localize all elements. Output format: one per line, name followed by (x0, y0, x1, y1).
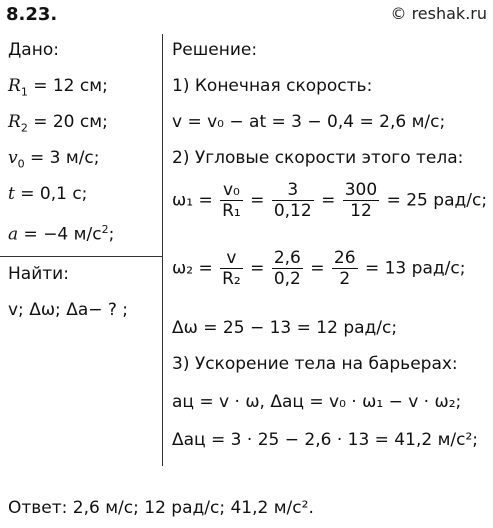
given-symbol: v (8, 148, 18, 168)
given-subscript: 0 (17, 157, 25, 171)
given-value: = −4 м/с (18, 224, 102, 245)
given-item (8, 112, 108, 138)
omega2-frac-1 (220, 248, 243, 289)
given-value: = 20 см; (27, 112, 108, 132)
omega2-equation: ω₂ = $\frac{v}{\text{R₂}}$ = $\frac{2,6}{0,2}$ = $\frac{26}{2}$ = 13 рад/с; (172, 248, 466, 289)
horizontal-divider (0, 256, 163, 257)
frac-denominator: R₂ (222, 269, 241, 289)
acceleration-equation: aц = v · ω, Δaц = v₀ · ω₁ − v · ω₂; (172, 392, 462, 412)
omega1-result: = 25 рад/с; (386, 190, 488, 211)
delta-a-equation: Δaц = 3 · 25 − 2,6 · 13 = 41,2 м/с²; (172, 430, 479, 450)
given-value: = 12 см; (27, 76, 108, 96)
omega1-frac-1 (220, 180, 243, 221)
step3-title: 3) Ускорение тела на барьерах: (172, 354, 458, 374)
omega2-frac-3 (332, 248, 358, 289)
frac-denominator: 2 (339, 269, 351, 289)
given-symbol: R (8, 112, 21, 132)
find-expr: v; Δω; Δa− ? ; (8, 300, 129, 320)
frac-numerator: 3 (272, 180, 314, 201)
step2-title: 2) Угловые скорости этого тела: (172, 148, 464, 168)
given-value: = 0,1 с; (14, 184, 88, 204)
solution-title: Решение: (172, 40, 258, 60)
given-tail: ; (108, 224, 115, 245)
omega1-lhs: ω₁ = (172, 190, 213, 211)
answer: Ответ: 2,6 м/с; 12 рад/с; 41,2 м/с². (8, 498, 314, 518)
problem-number: 8.23. (6, 4, 58, 25)
given-subscript: 2 (20, 121, 28, 135)
frac-denominator: 0,12 (273, 201, 312, 221)
omega2-lhs: ω₂ = (172, 258, 213, 279)
frac-numerator: v₀ (220, 180, 243, 201)
given-symbol: a (8, 224, 19, 245)
frac-numerator: 2,6 (273, 248, 301, 268)
find-title: Найти: (8, 264, 69, 284)
given-value: = 3 м/с; (24, 148, 100, 168)
frac-denominator: R₁ (222, 201, 241, 221)
step1-title: 1) Конечная скорость: (172, 76, 373, 96)
vertical-divider (162, 34, 163, 466)
given-item (8, 76, 108, 102)
frac-numerator: 26 (333, 248, 356, 268)
watermark: © reshak.ru (390, 4, 487, 23)
given-item (8, 184, 87, 204)
frac-denominator: 12 (350, 201, 372, 221)
omega1-frac-2 (272, 180, 314, 221)
omega1-frac-3 (343, 180, 379, 221)
omega2-frac-2 (272, 248, 303, 289)
frac-denominator: 0,2 (273, 269, 301, 289)
frac-numerator: 300 (344, 180, 378, 200)
delta-omega-equation: Δω = 25 − 13 = 12 рад/с; (172, 318, 398, 338)
given-title: Дано: (8, 40, 59, 60)
omega2-result: = 13 рад/с; (364, 258, 466, 279)
given-item (8, 148, 100, 174)
frac-numerator: v (220, 248, 243, 269)
omega1-equation: ω₁ = $\frac{\text{v₀}}{\text{R₁}}$ = $\frac{3}{0,12}$ = $\frac{300}{12}$ = 25 рад/с; (172, 180, 488, 221)
step1-equation: v = v₀ − at = 3 − 0,4 = 2,6 м/с; (172, 112, 446, 132)
given-subscript: 1 (20, 85, 28, 99)
given-item (8, 220, 114, 245)
given-superscript: 2 (101, 223, 109, 236)
given-symbol: t (8, 184, 15, 204)
given-symbol: R (8, 76, 21, 96)
